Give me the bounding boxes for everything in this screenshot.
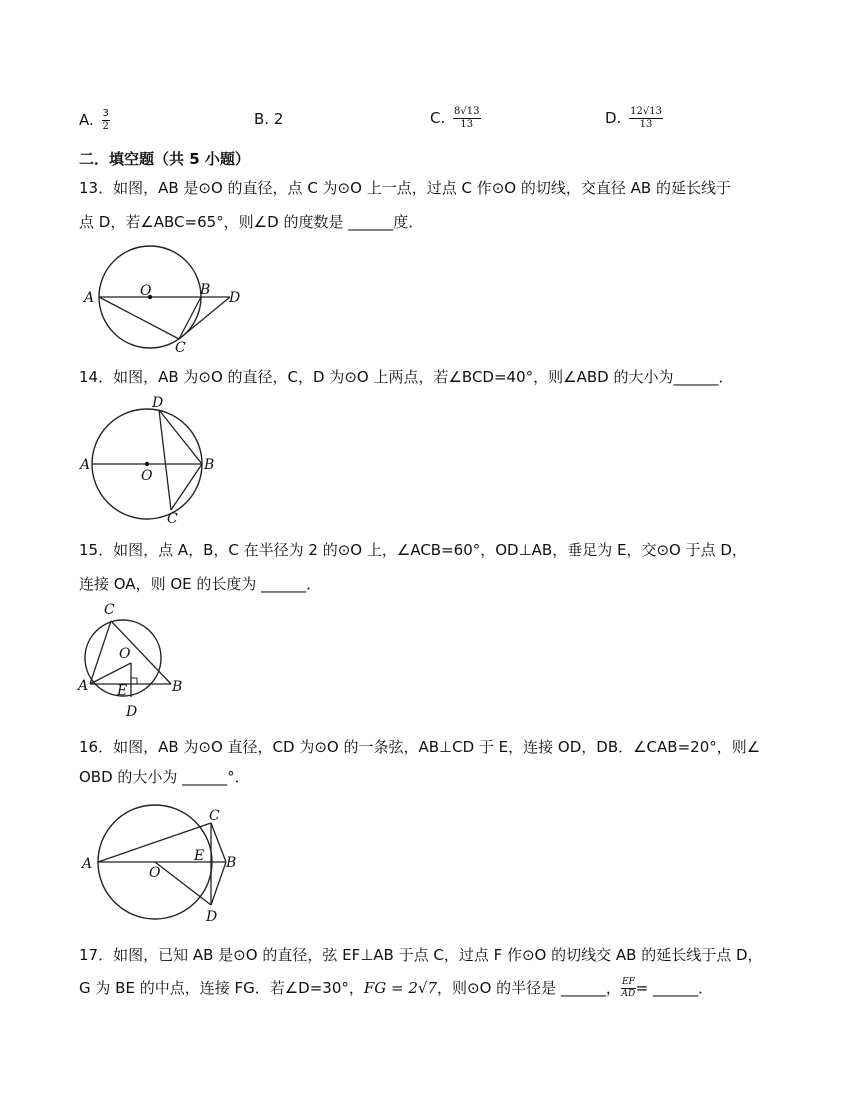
option-d [605, 106, 663, 131]
q16-segment-od [155, 862, 211, 905]
q16-label-c: C [209, 808, 220, 824]
q14-figure [78, 395, 228, 527]
option-a-fraction [102, 108, 110, 133]
q14-label-o: O [141, 468, 153, 484]
q17-text-line2 [79, 977, 713, 1000]
q15-label-b: B [172, 679, 183, 695]
option-a-numerator: 3 [102, 108, 109, 119]
q16-chord-cb [211, 823, 226, 862]
option-d-label: D. [605, 109, 622, 127]
q15-label-a: A [78, 678, 89, 694]
q13-text-line1: 13．如图，AB 是⊙O 的直径，点 C 为⊙O 上一点，过点 C 作⊙O 的切线，交直径 AB 的延长线于 [79, 179, 731, 197]
section-heading: 二．填空题（共 5 小题） [79, 150, 250, 168]
q13-label-c: C [175, 340, 186, 355]
option-c [430, 106, 481, 131]
q14-label-c: C [167, 511, 178, 527]
q14-label-d: D [152, 395, 164, 411]
q14-label-b: B [204, 457, 215, 473]
q17-text-part1: G 为 BE 的中点，连接 FG．若∠D=30°， [79, 979, 364, 997]
q17-text-line1: 17．如图，已知 AB 是⊙O 的直径，弦 EF⊥AB 于点 C，过点 F 作⊙O 的切线交 AB 的延长线于点 D， [79, 946, 763, 964]
q13-chord-bc [179, 297, 201, 339]
q13-label-d: D [229, 290, 241, 306]
q16-label-o: O [149, 865, 161, 881]
q16-label-a: A [82, 856, 93, 872]
q17-ef-ad-fraction [621, 977, 636, 1000]
q13-figure [78, 243, 258, 355]
q17-fg-expression: FG = 2√7 [363, 979, 438, 997]
q13-label-b: B [200, 282, 211, 298]
q15-label-c: C [104, 602, 115, 618]
q15-right-angle-mark [131, 678, 137, 684]
option-d-denominator: 13 [639, 119, 653, 130]
q15-label-d: D [126, 704, 138, 720]
q14-center-dot [145, 462, 149, 466]
option-c-fraction [453, 106, 480, 131]
q17-fraction-numerator: EF [621, 977, 635, 987]
q13-tangent-cd [179, 297, 230, 339]
q15-text-line1: 15．如图，点 A，B，C 在半径为 2 的⊙O 上，∠ACB=60°，OD⊥AB，垂足为 E，交⊙O 于点 D， [79, 541, 747, 559]
option-a [79, 108, 110, 133]
q15-label-o: O [119, 646, 131, 662]
q13-label-o: O [140, 283, 152, 299]
option-b-value: 2 [273, 110, 284, 128]
q13-text-line2: 点 D，若∠ABC=65°，则∠D 的度数是 ______度． [79, 213, 424, 231]
q13-chord-ac [99, 297, 179, 339]
q17-text-part2: ，则⊙O 的半径是 ______， [437, 979, 621, 997]
option-a-denominator: 2 [102, 121, 109, 132]
q14-label-a: A [80, 457, 91, 473]
option-c-numerator: 8√13 [454, 106, 480, 117]
q15-text-line2: 连接 OA，则 OE 的长度为 ______． [79, 575, 322, 593]
option-b [254, 110, 283, 128]
q17-fraction-denominator: AD [621, 989, 636, 999]
q16-text-line2: OBD 的大小为 ______°． [79, 768, 250, 786]
q16-text-line1: 16．如图，AB 为⊙O 直径，CD 为⊙O 的一条弦，AB⊥CD 于 E，连接 OD，DB．∠CAB=20°，则∠ [79, 738, 761, 756]
q16-figure [78, 802, 243, 924]
q14-chord-dc [159, 410, 171, 510]
q15-label-e: E [117, 683, 128, 699]
q16-label-e: E [194, 848, 205, 864]
q16-label-d: D [206, 909, 218, 924]
option-b-label: B. [254, 110, 270, 128]
option-c-denominator: 13 [460, 119, 474, 130]
option-c-label: C. [430, 109, 446, 127]
option-d-numerator: 12√13 [630, 106, 662, 117]
q14-text-line1: 14．如图，AB 为⊙O 的直径，C，D 为⊙O 上两点，若∠BCD=40°，则∠ABD 的大小为______． [79, 368, 734, 386]
q13-label-a: A [84, 290, 95, 306]
q16-label-b: B [226, 855, 237, 871]
q16-chord-bd [211, 862, 226, 905]
option-d-fraction [629, 106, 663, 131]
q17-text-part3: = ______． [635, 979, 714, 997]
q15-figure [76, 600, 191, 720]
option-a-label: A. [79, 111, 94, 129]
